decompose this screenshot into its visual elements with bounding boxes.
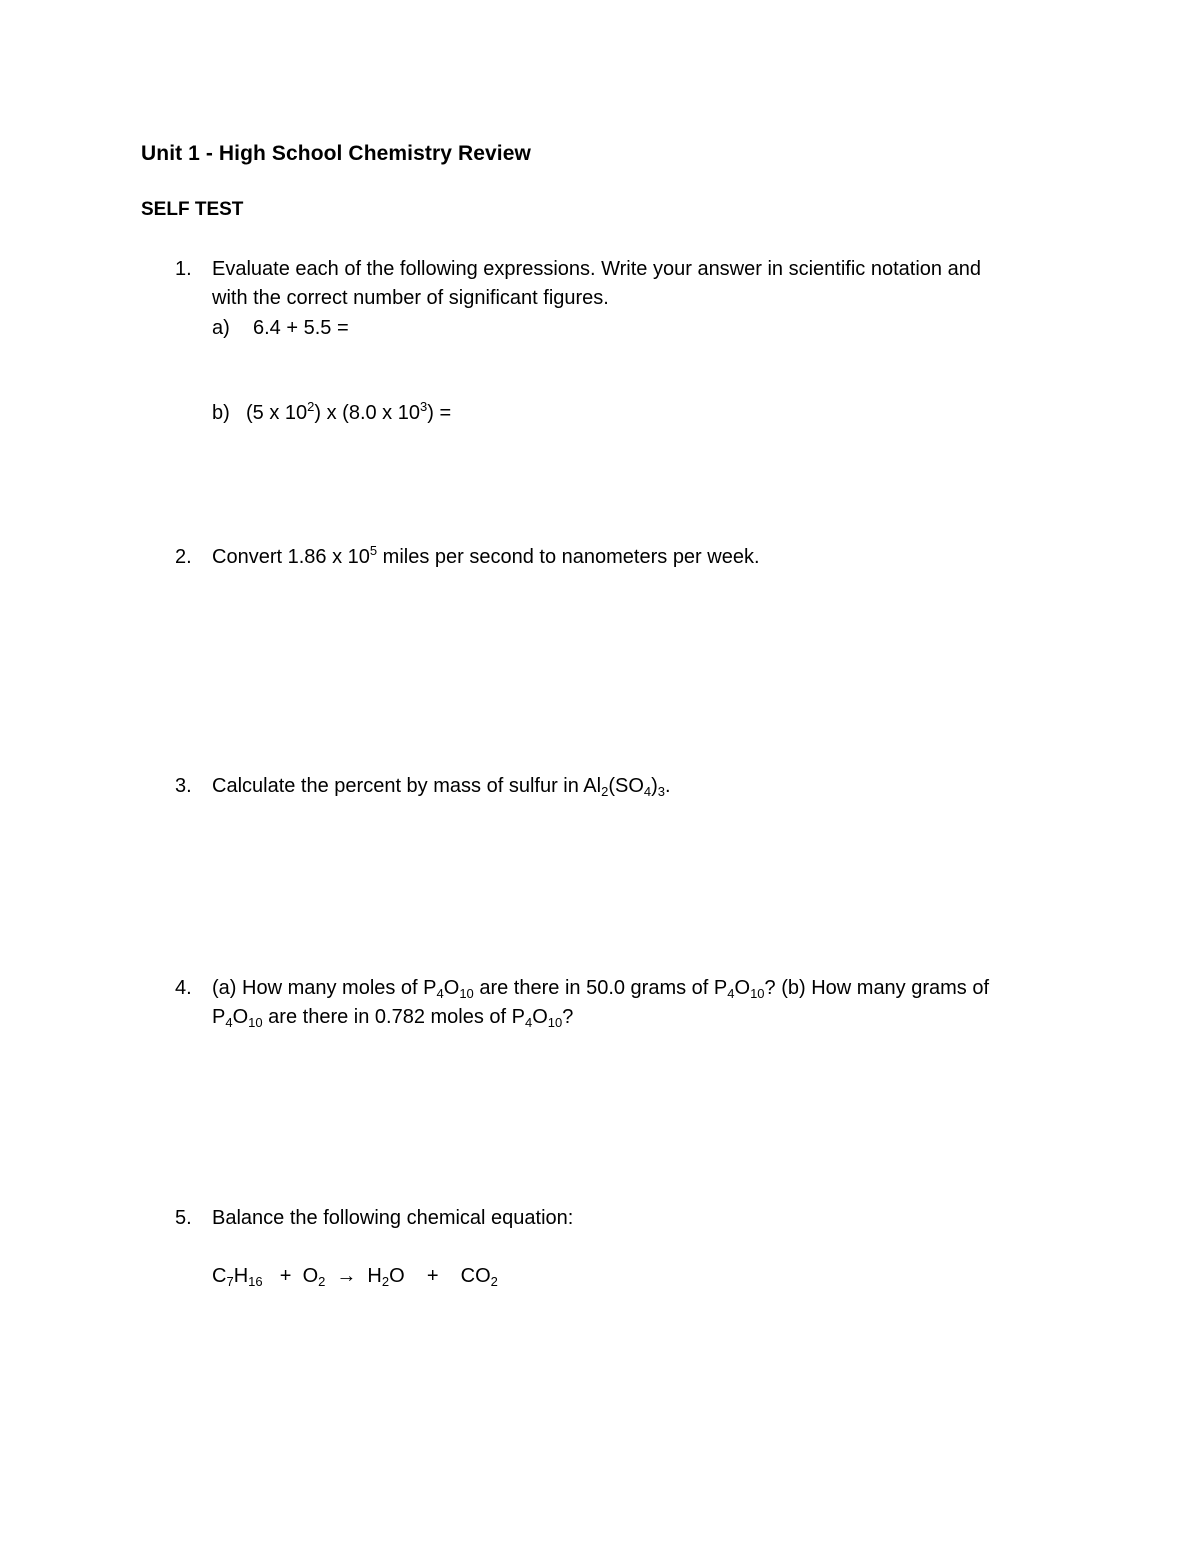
page-title: Unit 1 - High School Chemistry Review bbox=[141, 142, 531, 165]
question-number: 3. bbox=[175, 775, 192, 797]
reactant-heptane: $C_7H_{16}$ bbox=[212, 1265, 263, 1289]
plus-sign: + bbox=[426, 1265, 439, 1287]
question-number: 2. bbox=[175, 546, 192, 568]
reactant-oxygen: $O_2$ bbox=[302, 1265, 326, 1289]
plus-sign: + bbox=[279, 1265, 292, 1287]
question-text: Balance the following chemical equation: bbox=[212, 1207, 574, 1229]
part-expression: 6.4 + 5.5 = bbox=[253, 317, 349, 339]
question-number: 5. bbox=[175, 1207, 192, 1229]
reaction-arrow-icon: → bbox=[336, 1265, 357, 1287]
question-text-line: Evaluate each of the following expressions. Write your answer in scientific notation and bbox=[212, 258, 981, 280]
product-carbon-dioxide: $CO_2$ bbox=[460, 1265, 498, 1289]
question-4 bbox=[175, 974, 1075, 1032]
question-number: 1. bbox=[175, 258, 192, 280]
question-1 bbox=[175, 255, 1075, 313]
question-3 bbox=[175, 772, 1075, 801]
question-number: 4. bbox=[175, 977, 192, 999]
part-expression: (5 x $10^2$) x (8.0 x $10^3$) = bbox=[246, 399, 452, 424]
question-text: Calculate the percent by mass of sulfur in $Al_2(SO_4)_3$. bbox=[212, 775, 671, 799]
question-text-line: with the correct number of significant figures. bbox=[212, 287, 609, 309]
part-label: b) bbox=[212, 402, 230, 424]
section-heading: SELF TEST bbox=[141, 199, 244, 220]
question-1-part-b bbox=[212, 399, 451, 428]
chemical-equation bbox=[212, 1262, 498, 1291]
part-label: a) bbox=[212, 317, 230, 339]
question-2 bbox=[175, 543, 1075, 572]
question-1-part-a bbox=[212, 314, 349, 343]
question-text: Convert 1.86 x $10^5$ miles per second to nanometers per week. bbox=[212, 543, 760, 568]
product-water: $H_2O$ bbox=[367, 1265, 405, 1289]
question-5 bbox=[175, 1204, 1075, 1233]
question-text: (a) How many moles of $P_4O_{10}$ are there in 50.0 grams of $P_4O_{10}$? (b) How many grams of $P_4O_{10}$ are there in 0.782 moles of $P_4O_{10}$? bbox=[212, 977, 990, 1030]
